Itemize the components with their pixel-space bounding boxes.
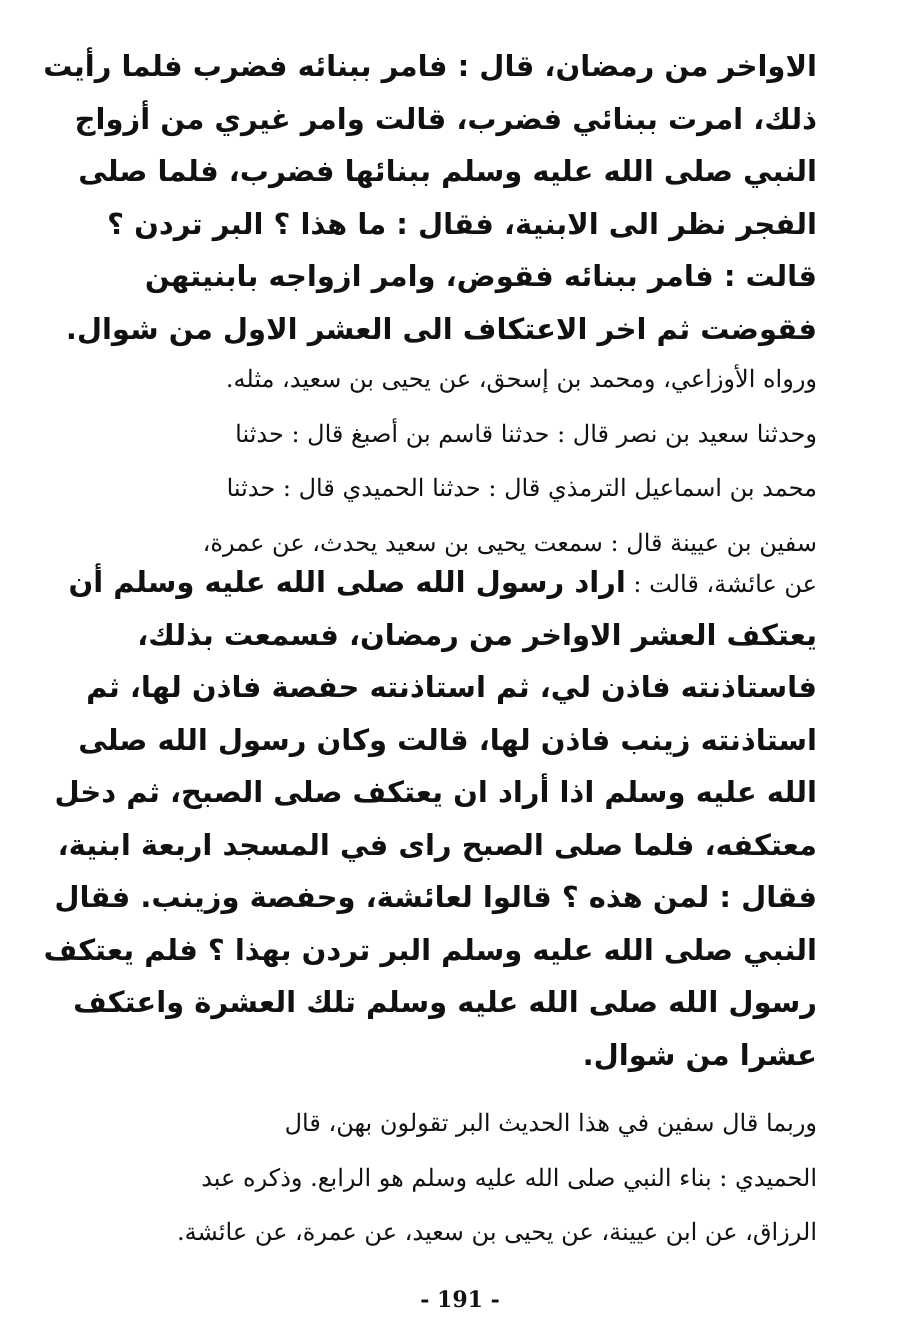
text-line: النبي صلى الله عليه وسلم ببنائها فضرب، فلما صلى xyxy=(78,154,817,188)
text-line-mixed xyxy=(68,556,817,609)
text-line: الاواخر من رمضان، قال : فامر ببنائه فضرب فلما رأيت xyxy=(43,49,817,83)
text-fragment-light: عن عائشة، قالت : xyxy=(625,570,817,598)
text-line: الفجر نظر الى الابنية، فقال : ما هذا ؟ البر تردن ؟ xyxy=(107,206,817,241)
text-line: معتكفه، فلما صلى الصبح راى في المسجد اربعة ابنية، xyxy=(57,827,817,862)
text-line: ورواه الأوزاعي، ومحمد بن إسحق، عن يحيى بن سعيد، مثله. xyxy=(225,365,817,393)
text-line: رسول الله صلى الله عليه وسلم تلك العشرة واعتكف xyxy=(73,985,817,1019)
text-line: فقوضت ثم اخر الاعتكاف الى العشر الاول من شوال. xyxy=(65,311,817,346)
footnote-text-block xyxy=(145,1096,817,1260)
text-line: النبي صلى الله عليه وسلم البر تردن بهذا ؟ فلم يعتكف xyxy=(43,932,817,967)
text-line: الله عليه وسلم اذا أراد ان يعتكف صلى الصبح، ثم دخل xyxy=(54,775,817,809)
text-line: سفين بن عيينة قال : سمعت يحيى بن سعيد يحدث، عن عمرة، xyxy=(202,528,817,557)
main-text-block-2 xyxy=(43,556,817,1081)
text-line: وحدثنا سعيد بن نصر قال : حدثنا قاسم بن أصبغ قال : حدثنا xyxy=(235,419,817,448)
text-line-mixed xyxy=(145,1096,817,1151)
text-fragment-bold: اراد رسول الله صلى الله عليه وسلم أن xyxy=(68,565,626,599)
text-line: محمد بن اسماعيل الترمذي قال : حدثنا الحميدي قال : حدثنا xyxy=(226,474,817,502)
text-line: عشرا من شوال. xyxy=(582,1037,817,1072)
text-line: فاستاذنته فاذن لي، ثم استاذنته حفصة فاذن لها، ثم xyxy=(86,670,817,704)
text-line: ذلك، امرت ببنائي فضرب، قالت وامر غيري من أزواج xyxy=(74,101,817,136)
text-line: الحميدي : بناء النبي صلى الله عليه وسلم هو الرابع. وذكره عبد xyxy=(201,1163,817,1192)
page-number: - 191 - xyxy=(420,1287,500,1313)
text-line: الرزاق، عن ابن عيينة، عن يحيى بن سعيد، عن عمرة، عن عائشة. xyxy=(176,1218,817,1246)
isnad-text-block xyxy=(145,352,817,570)
text-line: استاذنته زينب فاذن لها، قالت وكان رسول الله صلى xyxy=(78,722,817,757)
text-line: يعتكف العشر الاواخر من رمضان، فسمعت بذلك، xyxy=(137,617,817,652)
footnote-line: وربما قال سفين في هذا الحديث البر تقولون بهن، قال xyxy=(284,1109,817,1137)
text-line: فقال : لمن هذه ؟ قالوا لعائشة، وحفصة وزينب. فقال xyxy=(54,880,817,914)
text-line: قالت : فامر ببنائه فقوض، وامر ازواجه بابنيتهن xyxy=(144,259,817,293)
main-text-block-1 xyxy=(43,40,817,355)
